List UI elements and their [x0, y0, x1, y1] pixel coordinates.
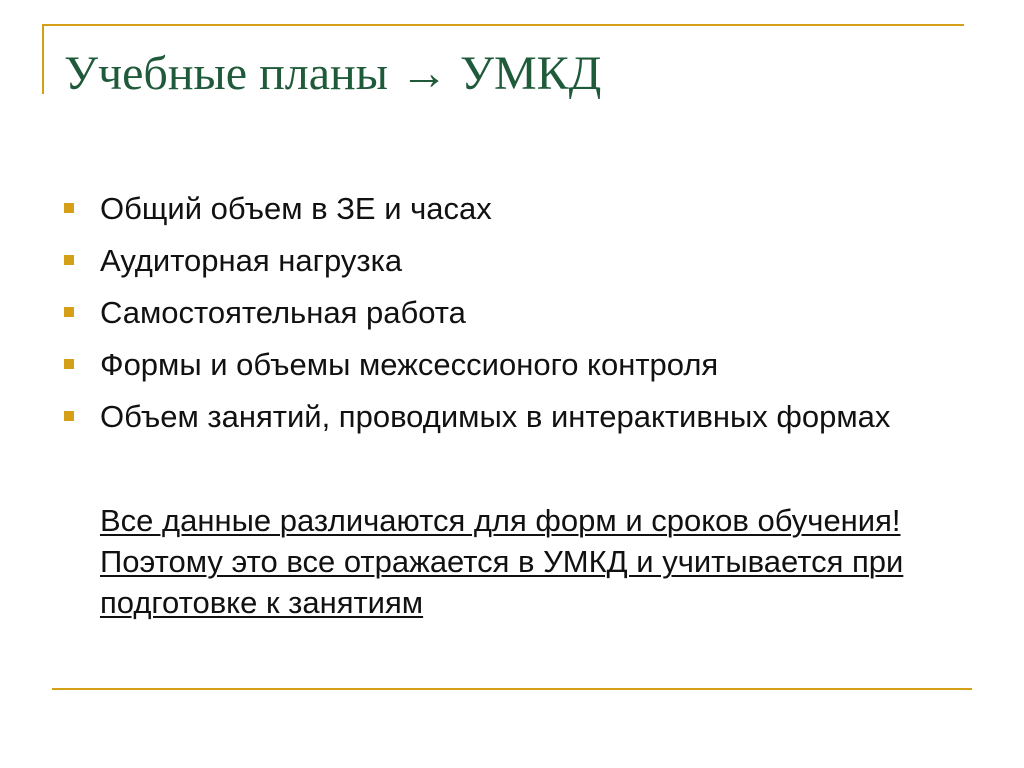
square-bullet-icon	[64, 255, 74, 265]
square-bullet-icon	[64, 307, 74, 317]
bottom-rule	[52, 688, 972, 690]
left-rule	[42, 24, 44, 94]
square-bullet-icon	[64, 359, 74, 369]
bullet-item	[62, 188, 962, 229]
top-rule	[42, 24, 964, 26]
square-bullet-icon	[64, 203, 74, 213]
bullet-text: Аудиторная нагрузка	[100, 243, 403, 278]
bullet-item	[62, 240, 962, 281]
underlined-note: Все данные различаются для форм и сроков обучения! Поэтому это все отражается в УМКД и учитывается при подготовке к занятиям	[100, 503, 904, 620]
bullet-text: Общий объем в ЗЕ и часах	[100, 191, 492, 226]
bullet-text: Формы и объемы межсессионого контроля	[100, 347, 719, 382]
bullet-item	[62, 396, 962, 437]
bullet-text: Самостоятельная работа	[100, 295, 466, 330]
slide-title: Учебные планы → УМКД	[64, 47, 602, 100]
bullet-item	[62, 344, 962, 385]
bullet-list	[62, 188, 962, 448]
bullet-text: Объем занятий, проводимых в интерактивных формах	[100, 399, 891, 434]
square-bullet-icon	[64, 411, 74, 421]
bullet-item	[62, 292, 962, 333]
